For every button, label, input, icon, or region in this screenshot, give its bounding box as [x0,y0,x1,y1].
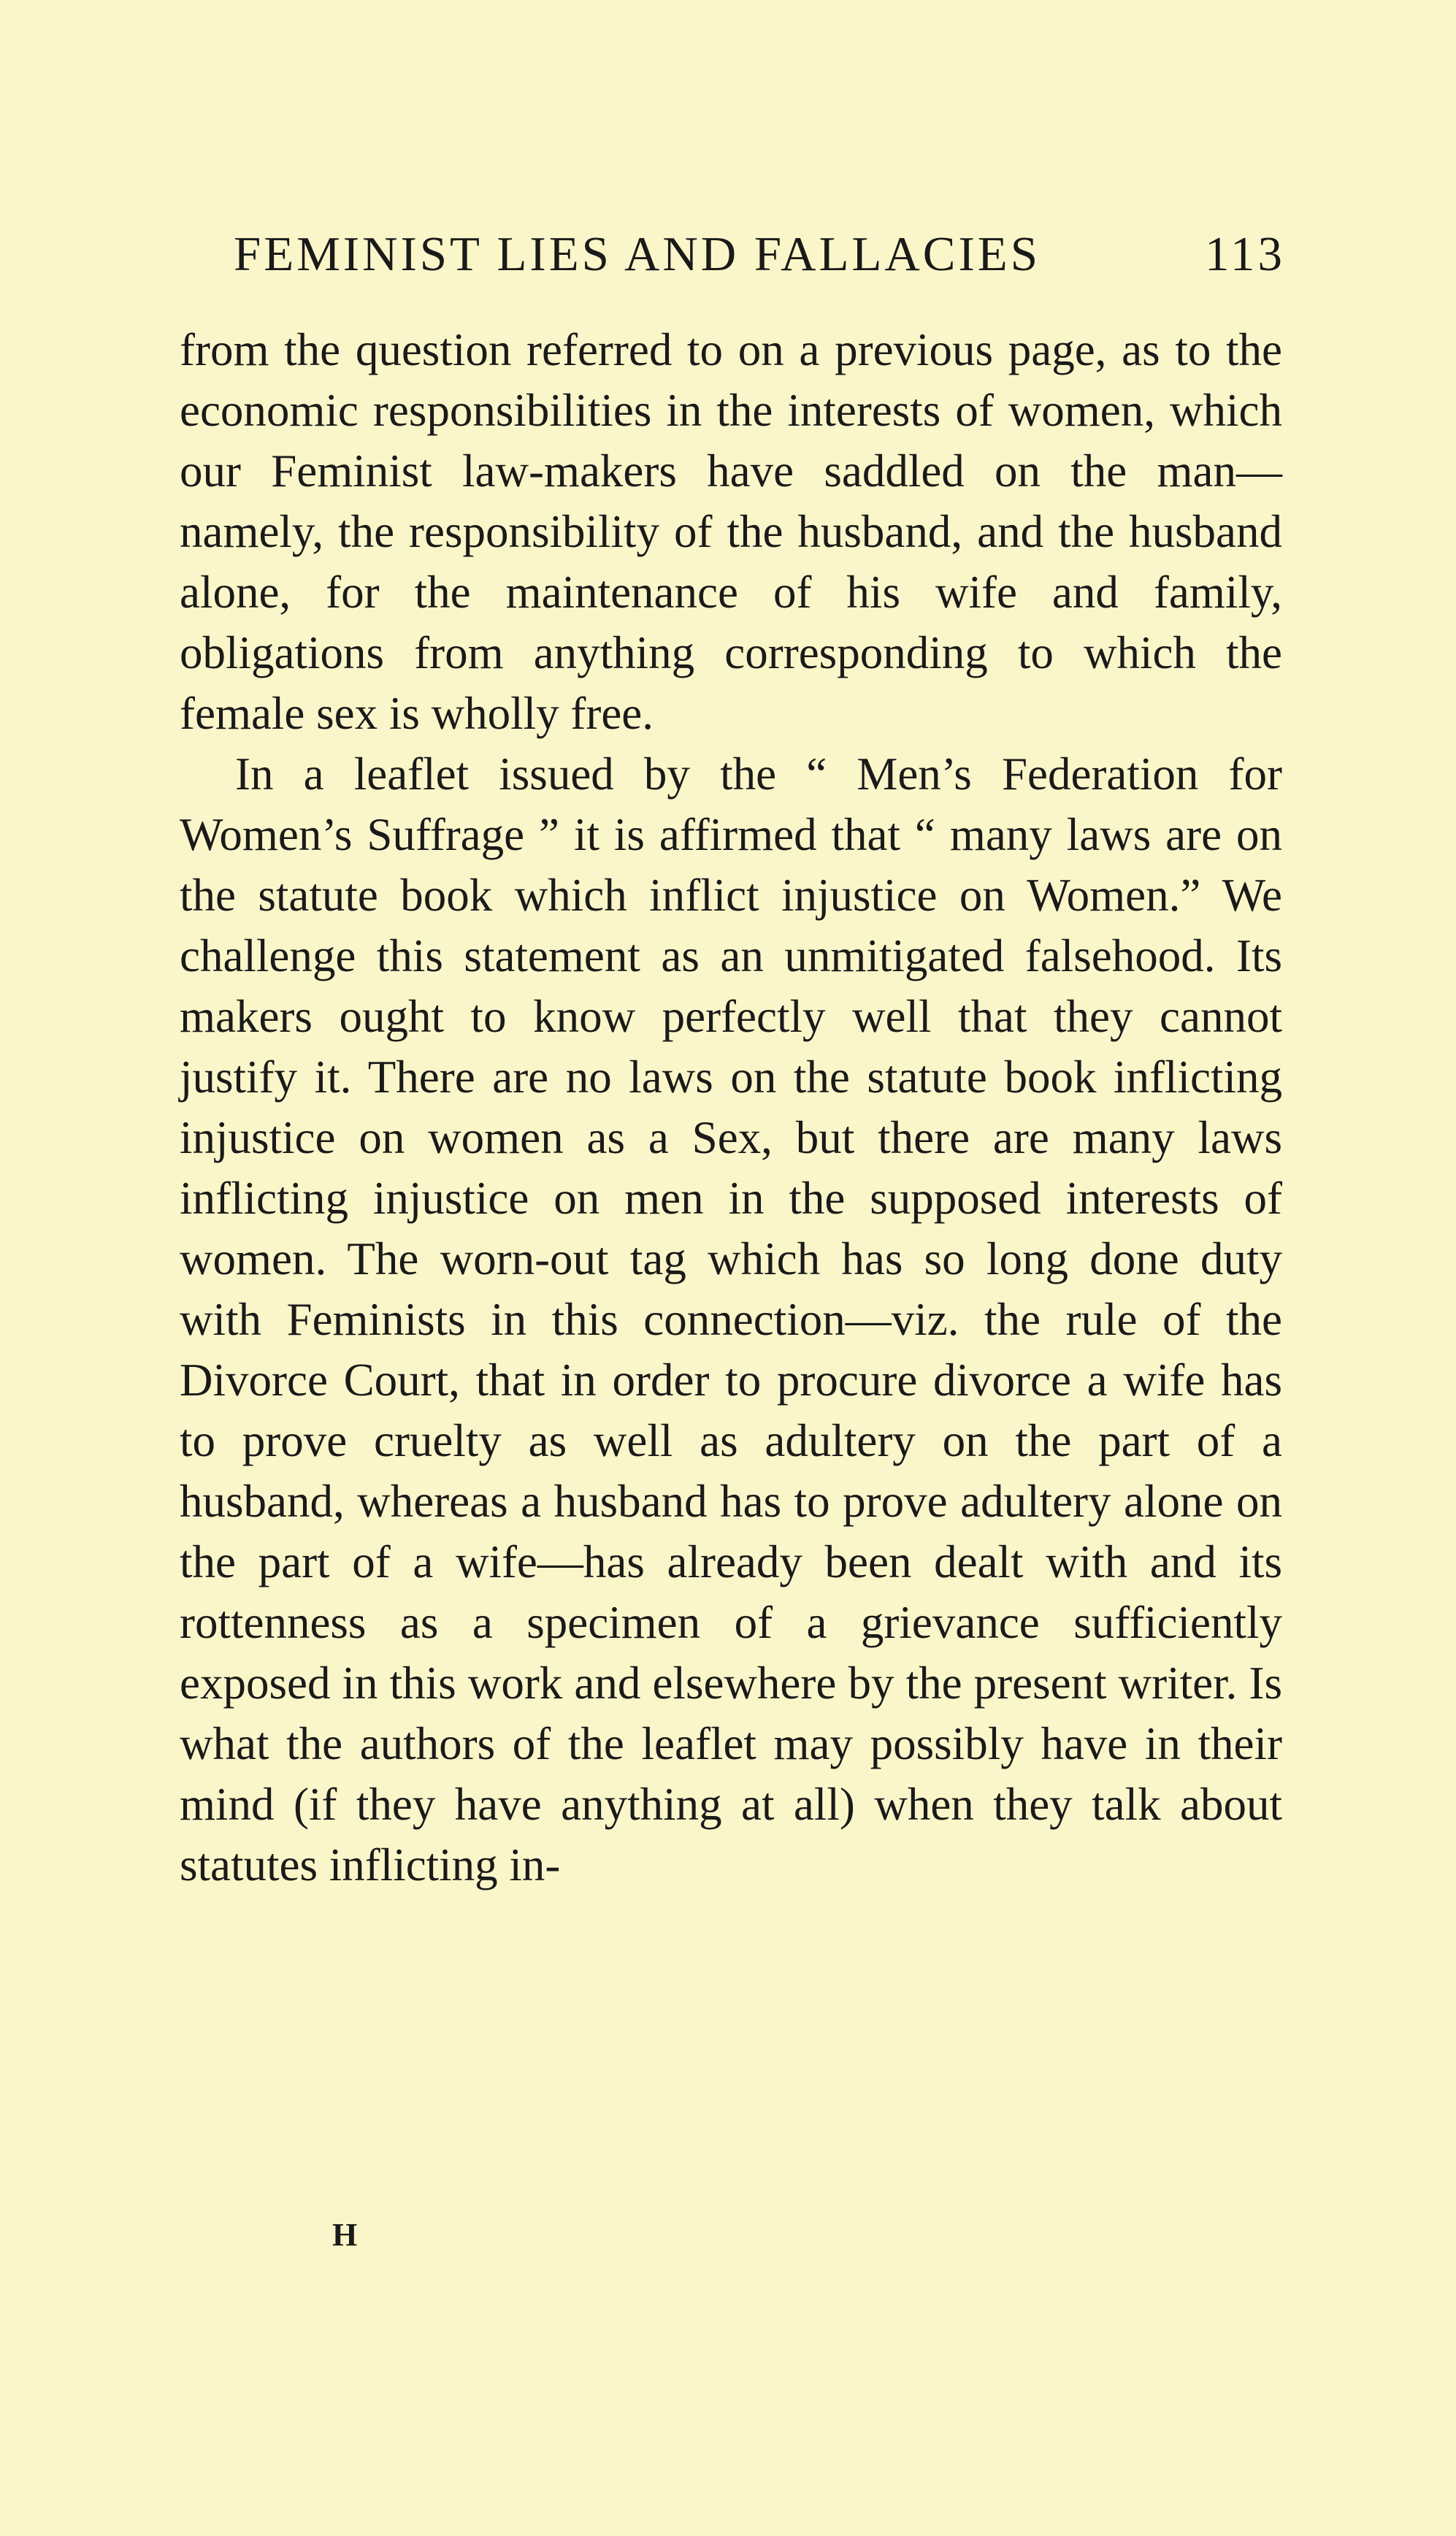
paragraph: In a leaflet issued by the “ Men’s Federation for Women’s Suffrage ” it is affirmed that “ many laws are on the statute book which inflict injustice on Women.” We challenge this statement as an unmitigated falsehood. Its makers ought to know perfectly well that they cannot justify it. There are no laws on the statute book inflicting injustice on women as a Sex, but there are many laws inflicting injustice on men in the supposed interests of women. The worn-out tag which has so long done duty with Feminists in this connection—viz. the rule of the Divorce Court, that in order to procure divorce a wife has to prove cruelty as well as adultery on the part of a husband, whereas a husband has to prove adultery alone on the part of a wife—has already been dealt with and its rottenness as a specimen of a grievance sufficiently exposed in this work and elsewhere by the present writer. Is what the authors of the leaflet may possibly have in their mind (if they have anything at all) when they talk about statutes inflicting in- [180,748,1282,1890]
page-number: 113 [1204,227,1285,281]
paragraph: from the question referred to on a previous page, as to the economic responsibilities in the interests of women, which our Feminist law-makers have saddled on the man—namely, the responsibility of the husband, and the husband alone, for the maintenance of his wife and family, obligations from anything corresponding to which the female sex is wholly free. [180,324,1282,739]
signature-mark: H [332,2217,358,2253]
running-head [234,226,1285,307]
running-head-title: FEMINIST LIES AND FALLACIES [234,227,1041,281]
body-text [180,320,1282,1896]
